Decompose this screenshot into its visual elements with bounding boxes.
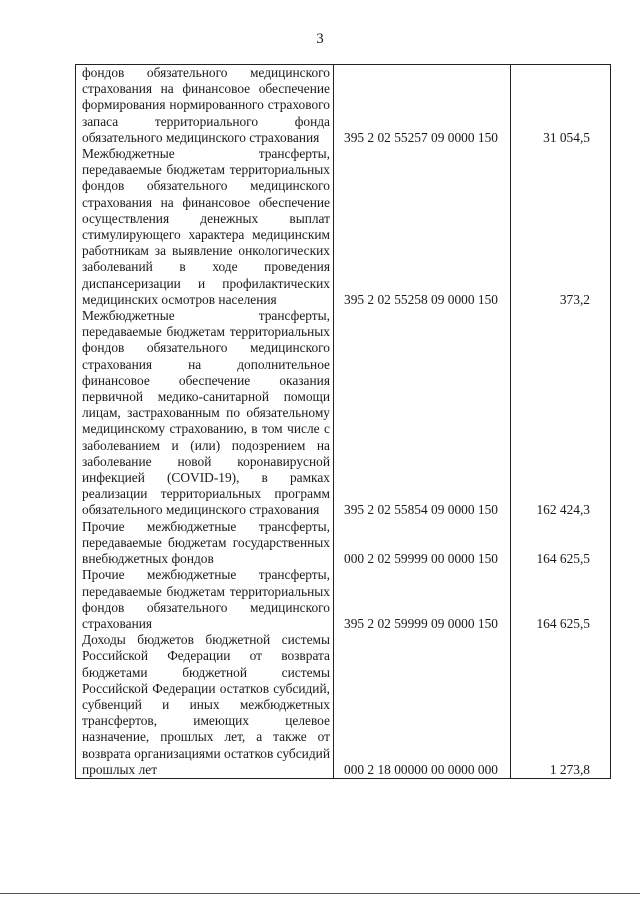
budget-code-cell: 395 2 02 59999 09 0000 150 [334, 567, 511, 632]
revenue-name-cell: Доходы бюджетов бюджетной системы Российской Федерации от возврата бюджетами бюджетной системы Российской Федерации остатков субсидий, субвенций и иных межбюджетных трансфертов, имеющих целевое назначение, прошлых лет, а также от возврата организациями остатков субсидий прошлых лет [76, 632, 334, 778]
amount-cell: 164 625,5 [511, 567, 611, 632]
revenue-name-cell: Прочие межбюджетные трансферты, передаваемые бюджетам территориальных фондов обязательного медицинского страхования [76, 567, 334, 632]
budget-code-cell: 395 2 02 55258 09 0000 150 [334, 146, 511, 308]
page-number: 3 [316, 31, 324, 47]
revenue-name-cell: Прочие межбюджетные трансферты, передаваемые бюджетам государственных внебюджетных фондов [76, 519, 334, 568]
table-row [76, 308, 611, 519]
amount-cell: 31 054,5 [511, 65, 611, 147]
revenue-name-cell: Межбюджетные трансферты, передаваемые бюджетам территориальных фондов обязательного медицинского страхования на финансовое обеспечение осуществления денежных выплат стимулирующего характера медицинским работникам за выявление онкологических заболеваний в ходе проведения диспансеризации и профилактических медицинских осмотров населения [76, 146, 334, 308]
budget-code-cell: 395 2 02 55257 09 0000 150 [334, 65, 511, 147]
budget-code-cell: 000 2 18 00000 00 0000 000 [334, 632, 511, 778]
table-row [76, 65, 611, 147]
amount-cell: 1 273,8 [511, 632, 611, 778]
table-row [76, 567, 611, 632]
revenue-name-cell: Межбюджетные трансферты, передаваемые бюджетам территориальных фондов обязательного медицинского страхования на дополнительное финансовое обеспечение оказания первичной медико-санитарной помощи лицам, застрахованным по обязательному медицинскому страхованию, в том числе с заболеванием и (или) подозрением на заболевание новой коронавирусной инфекцией (COVID-19), в рамках реализации территориальных программ обязательного медицинского страхования [76, 308, 334, 519]
amount-cell: 373,2 [511, 146, 611, 308]
amount-cell: 162 424,3 [511, 308, 611, 519]
table-row [76, 519, 611, 568]
revenue-name-cell: фондов обязательного медицинского страхования на финансовое обеспечение формирования нормированного страхового запаса территориального фонда обязательного медицинского страхования [76, 65, 334, 147]
table-row [76, 632, 611, 778]
budget-code-cell: 000 2 02 59999 00 0000 150 [334, 519, 511, 568]
budget-revenue-table [75, 64, 611, 779]
page-bottom-divider [0, 893, 640, 894]
amount-cell: 164 625,5 [511, 519, 611, 568]
table-row [76, 146, 611, 308]
budget-code-cell: 395 2 02 55854 09 0000 150 [334, 308, 511, 519]
